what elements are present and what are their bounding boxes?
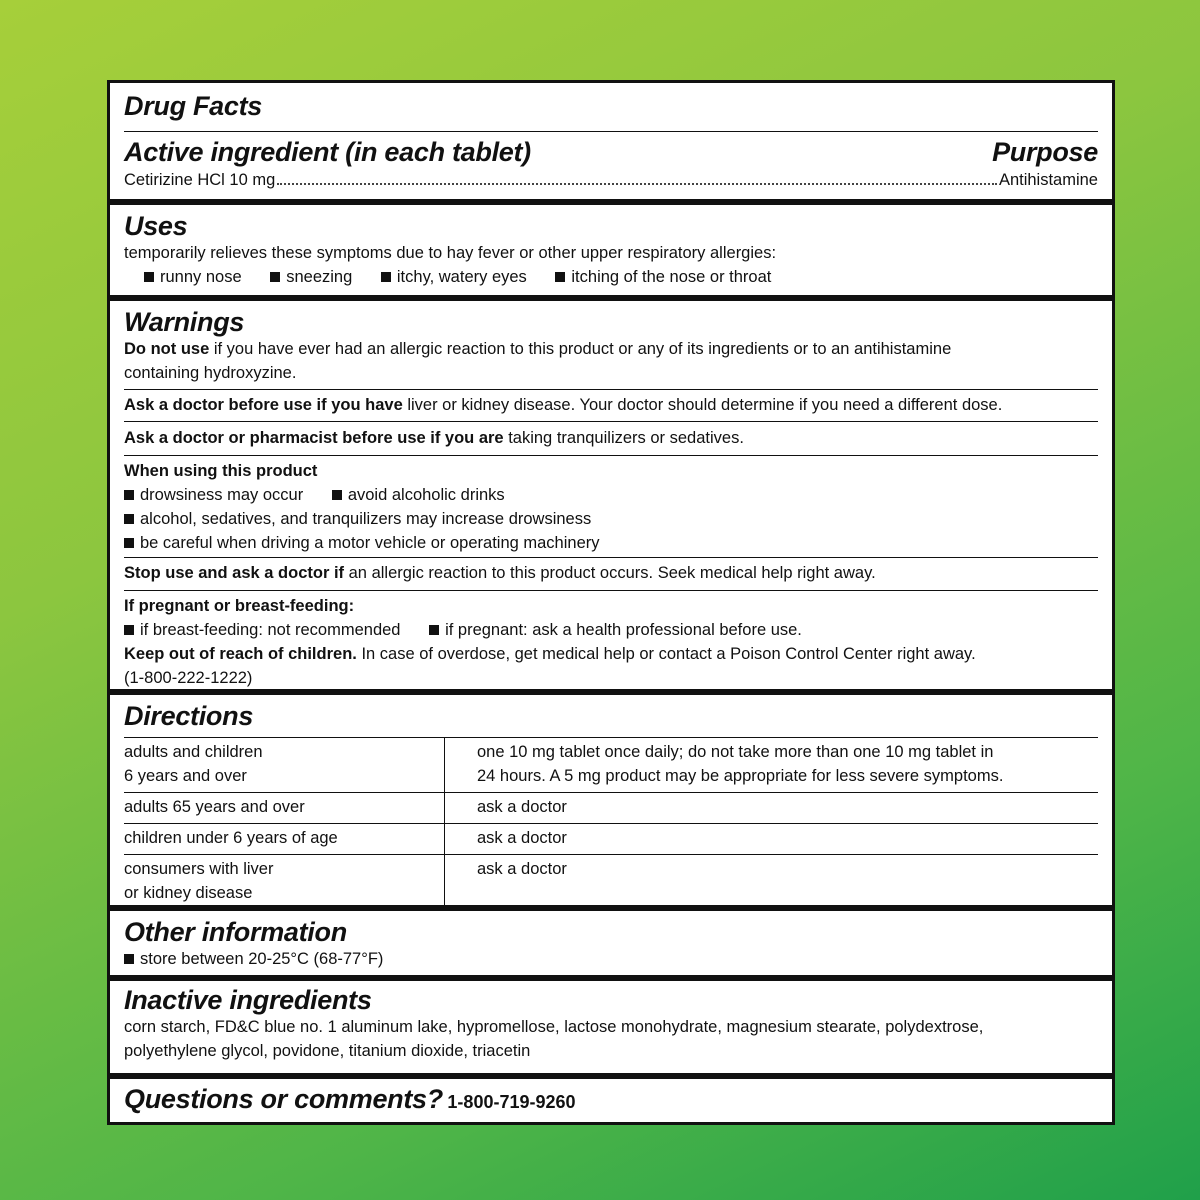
poison-control-phone: (1-800-222-1222) — [124, 669, 253, 687]
ingredient-purpose: Antihistamine — [998, 171, 1098, 189]
bullet-icon — [124, 954, 134, 964]
keep-out-of-reach: Keep out of reach of children. In case of overdose, get medical help or contact a Poison Control Center right away. — [124, 645, 976, 663]
other-info-header: Other information — [124, 917, 347, 947]
when-using-row — [124, 483, 1098, 507]
when-using-header: When using this product — [124, 462, 318, 480]
questions-phone: 1-800-719-9260 — [447, 1092, 576, 1112]
stop-use: Stop use and ask a doctor if an allergic reaction to this product occurs. Seek medical help right away. — [124, 564, 876, 582]
uses-section — [110, 199, 1112, 295]
pregnant-row — [124, 618, 1098, 642]
table-cell: children under 6 years of age — [124, 824, 445, 855]
table-cell: consumers with liver or kidney disease — [124, 855, 445, 910]
bullet-icon — [332, 490, 342, 500]
divider — [124, 590, 1098, 591]
drug-facts-label — [107, 80, 1115, 1125]
table-cell: ask a doctor — [477, 798, 567, 816]
uses-list — [124, 265, 1098, 289]
active-ingredient-header: Active ingredient (in each tablet) — [124, 137, 531, 167]
list-item: alcohol, sedatives, and tranquilizers may increase drowsiness — [124, 507, 1098, 531]
ingredient-row — [124, 168, 1098, 192]
bullet-icon — [124, 490, 134, 500]
table-cell: one 10 mg tablet once daily; do not take more than one 10 mg tablet in 24 hours. A 5 mg product may be appropriate for less severe symptoms. — [477, 743, 1004, 785]
table-row — [124, 855, 1098, 910]
drug-facts-title: Drug Facts — [124, 91, 263, 121]
list-item: be careful when driving a motor vehicle or operating machinery — [124, 531, 1098, 555]
table-cell: adults and children 6 years and over — [124, 738, 445, 793]
table-row — [124, 824, 1098, 855]
uses-intro: temporarily relieves these symptoms due to hay fever or other upper respiratory allergies: — [124, 244, 777, 262]
list-item: itching of the nose or throat — [555, 268, 771, 286]
divider — [124, 557, 1098, 558]
list-item: avoid alcoholic drinks — [332, 486, 505, 504]
table-row — [124, 793, 1098, 824]
leader-dots — [277, 183, 997, 185]
other-info-section — [110, 905, 1112, 975]
divider — [124, 389, 1098, 390]
bullet-icon — [381, 272, 391, 282]
table-cell: adults 65 years and over — [124, 793, 445, 824]
list-item: sneezing — [270, 268, 352, 286]
directions-table — [124, 737, 1098, 909]
list-item: if breast-feeding: not recommended — [124, 621, 400, 639]
list-item: drowsiness may occur — [124, 486, 303, 504]
list-item: itchy, watery eyes — [381, 268, 527, 286]
uses-header: Uses — [124, 211, 188, 241]
do-not-use: Do not use if you have ever had an allergic reaction to this product or any of its ingredients or to an antihistamine — [124, 340, 952, 358]
directions-header: Directions — [124, 701, 254, 731]
ingredient-name: Cetirizine HCl 10 mg — [124, 171, 276, 189]
inactive-ingredients-line: corn starch, FD&C blue no. 1 aluminum lake, hypromellose, lactose monohydrate, magnesium stearate, polydextrose, — [124, 1018, 984, 1036]
inactive-ingredients-section — [110, 975, 1112, 1073]
bullet-icon — [144, 272, 154, 282]
divider — [124, 421, 1098, 422]
pregnant-header: If pregnant or breast-feeding: — [124, 597, 355, 615]
directions-section — [110, 689, 1112, 909]
bullet-icon — [124, 625, 134, 635]
divider — [124, 131, 1098, 132]
table-cell: ask a doctor — [477, 829, 567, 847]
ask-pharmacist: Ask a doctor or pharmacist before use if you are taking tranquilizers or sedatives. — [124, 429, 744, 447]
bullet-icon — [270, 272, 280, 282]
ask-doctor: Ask a doctor before use if you have liver or kidney disease. Your doctor should determine if you need a different dose. — [124, 396, 1003, 414]
list-item: store between 20-25°C (68-77°F) — [124, 947, 1098, 971]
warnings-header: Warnings — [124, 307, 245, 337]
questions-header: Questions or comments? — [124, 1084, 443, 1114]
questions-section — [110, 1073, 1112, 1125]
bullet-icon — [124, 514, 134, 524]
list-item: runny nose — [144, 268, 242, 286]
divider — [124, 455, 1098, 456]
warnings-section — [110, 295, 1112, 695]
do-not-use-cont: containing hydroxyzine. — [124, 364, 297, 382]
table-cell: ask a doctor — [477, 860, 567, 878]
inactive-ingredients-header: Inactive ingredients — [124, 985, 372, 1015]
table-row — [124, 738, 1098, 793]
bullet-icon — [555, 272, 565, 282]
inactive-ingredients-line: polyethylene glycol, povidone, titanium dioxide, triacetin — [124, 1042, 531, 1060]
bullet-icon — [429, 625, 439, 635]
list-item: if pregnant: ask a health professional before use. — [429, 621, 802, 639]
bullet-icon — [124, 538, 134, 548]
purpose-header: Purpose — [992, 137, 1098, 167]
